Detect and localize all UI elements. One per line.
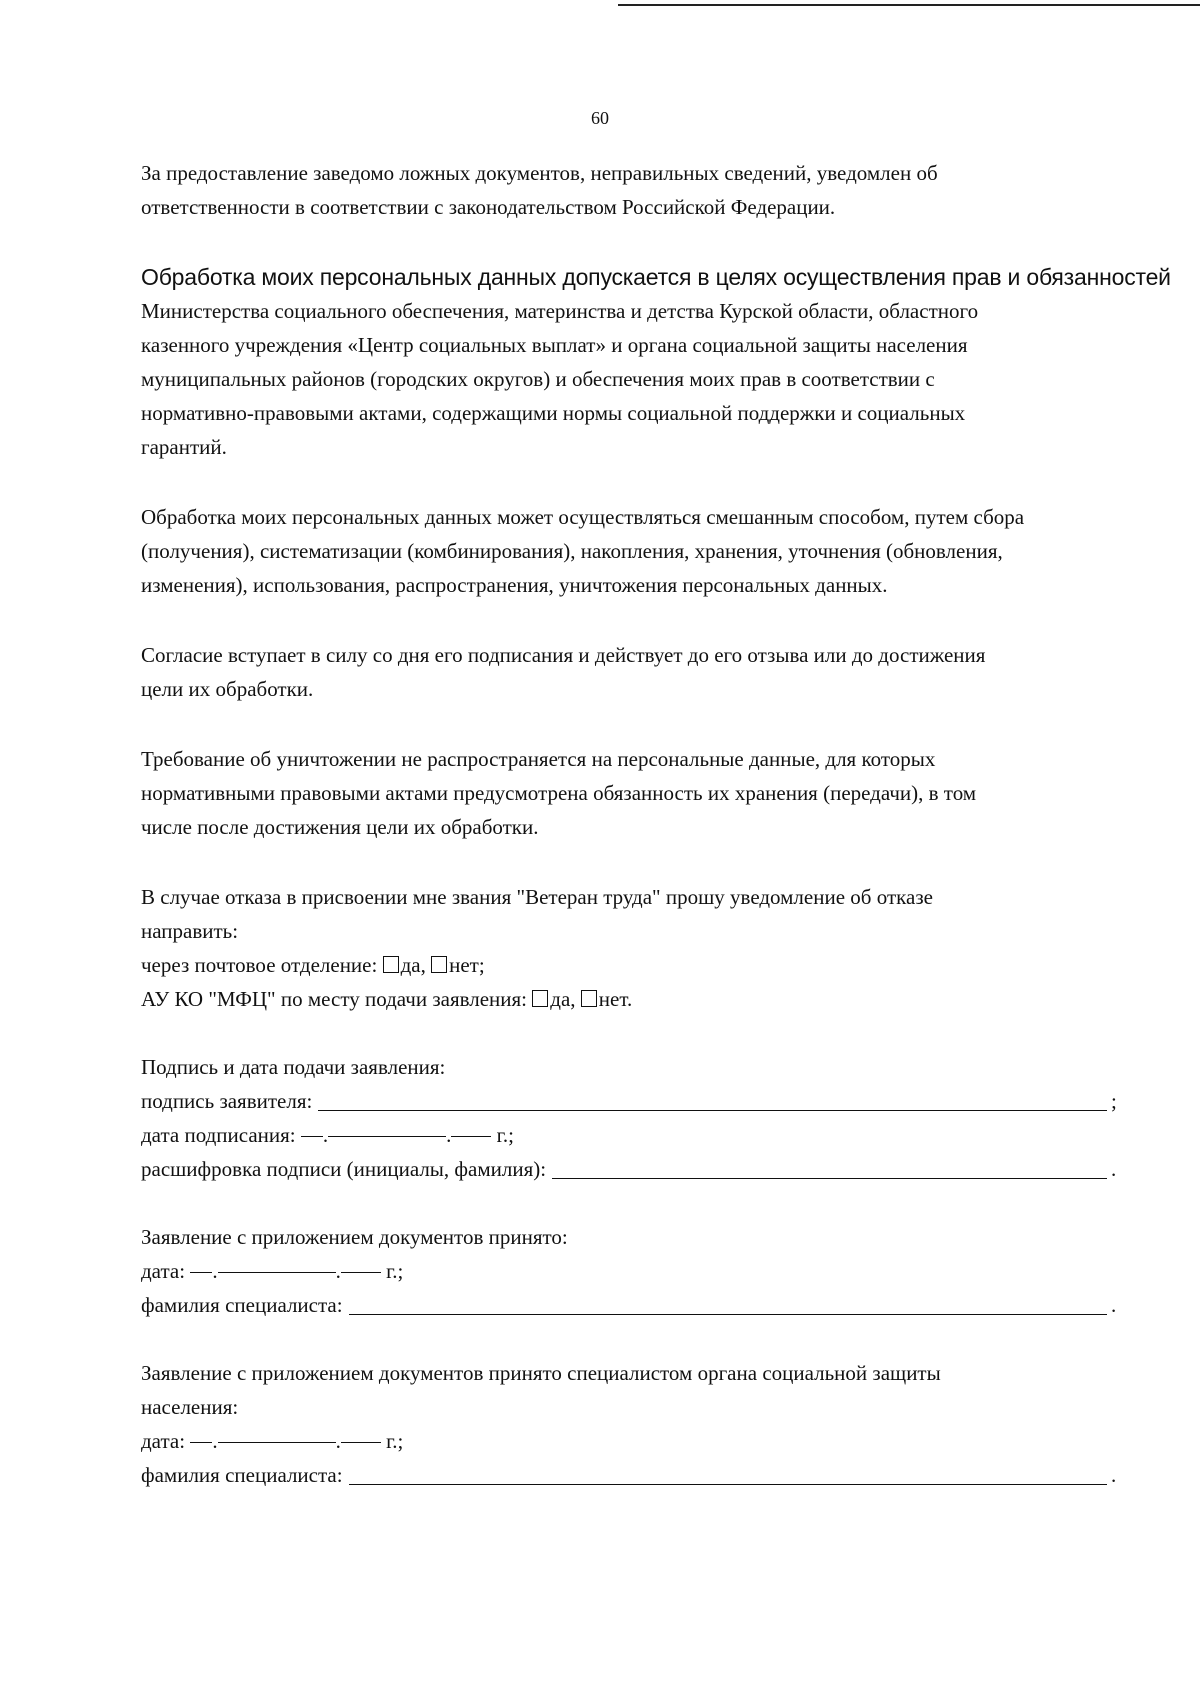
- text-line: (получения), систематизации (комбинирования), накопления, хранения, уточнения (обновления,: [141, 539, 1003, 563]
- section-heading: Заявление с приложением документов принято:: [141, 1225, 568, 1249]
- date-separator: .: [335, 1259, 341, 1283]
- social-specialist-field[interactable]: [349, 1484, 1107, 1485]
- document-body: [141, 156, 1171, 1526]
- mfc-yes-checkbox[interactable]: [532, 990, 548, 1007]
- accepted-date-label: дата:: [141, 1259, 191, 1283]
- post-office-option-row: [141, 948, 1121, 982]
- top-rule: [618, 4, 1200, 6]
- page-number: 60: [591, 108, 609, 128]
- social-specialist-row: [141, 1458, 1121, 1492]
- date-separator: .: [322, 1123, 329, 1147]
- applicant-signature-row: [141, 1084, 1121, 1118]
- signature-section: [141, 1050, 1121, 1186]
- section-heading: Заявление с приложением документов принято специалистом органа социальной защиты: [141, 1361, 941, 1385]
- section-heading: Подпись и дата подачи заявления:: [141, 1055, 446, 1079]
- applicant-signature-label: подпись заявителя:: [141, 1089, 313, 1113]
- destruction-requirement-paragraph: [141, 742, 1121, 844]
- row-end-mark: .: [1111, 1463, 1117, 1487]
- refusal-notification-section: [141, 880, 1121, 1016]
- processing-purpose-paragraph: [141, 260, 1171, 464]
- processing-method-paragraph: [141, 500, 1121, 602]
- row-end-mark: ;: [1111, 1089, 1117, 1113]
- mfc-no-label: нет.: [598, 987, 633, 1011]
- social-year-field[interactable]: [341, 1442, 381, 1443]
- accepted-social-section: [141, 1356, 1121, 1492]
- text-line: Обработка моих персональных данных допускается в целях осуществления прав и обязанностей: [141, 264, 1171, 290]
- text-line: муниципальных районов (городских округов) и обеспечения моих прав в соответствии с: [141, 367, 935, 391]
- accepted-specialist-row: [141, 1288, 1121, 1322]
- post-office-yes-label: да,: [400, 953, 432, 977]
- accepted-year-field[interactable]: [341, 1272, 381, 1273]
- mfc-label: АУ КО "МФЦ" по месту подачи заявления:: [141, 987, 533, 1011]
- text-line: казенного учреждения «Центр социальных выплат» и органа социальной защиты населения: [141, 333, 968, 357]
- post-office-no-checkbox[interactable]: [431, 956, 447, 973]
- social-date-label: дата:: [141, 1429, 191, 1453]
- text-line: гарантий.: [141, 435, 227, 459]
- text-line: Обработка моих персональных данных может осуществляться смешанным способом, путем сбора: [141, 505, 1025, 529]
- text-line: Согласие вступает в силу со дня его подписания и действует до его отзыва или до достижения: [141, 643, 986, 667]
- social-day-field[interactable]: [190, 1442, 212, 1443]
- accepted-day-field[interactable]: [190, 1272, 212, 1273]
- date-separator: .: [335, 1429, 341, 1453]
- signature-decode-field[interactable]: [552, 1178, 1107, 1179]
- date-separator: .: [212, 1259, 218, 1283]
- liability-paragraph: [141, 156, 1121, 224]
- signing-year-field[interactable]: [451, 1136, 491, 1137]
- row-end-mark: .: [1111, 1293, 1117, 1317]
- text-line: нормативно-правовыми актами, содержащими нормы социальной поддержки и социальных: [141, 401, 966, 425]
- text-line: изменения), использования, распространения, уничтожения персональных данных.: [141, 573, 888, 597]
- signature-decode-row: [141, 1152, 1121, 1186]
- row-end-mark: .: [1111, 1157, 1117, 1181]
- post-office-yes-checkbox[interactable]: [383, 956, 399, 973]
- social-specialist-label: фамилия специалиста:: [141, 1463, 343, 1487]
- signing-date-row: [141, 1118, 1121, 1152]
- text-line: Министерства социального обеспечения, материнства и детства Курской области, областного: [141, 299, 979, 323]
- signing-date-label: дата подписания:: [141, 1123, 301, 1147]
- text-line: цели их обработки.: [141, 677, 314, 701]
- date-separator: .: [446, 1123, 452, 1147]
- text-line: В случае отказа в присвоении мне звания "Ветеран труда" прошу уведомление об отказе: [141, 885, 933, 909]
- consent-validity-paragraph: [141, 638, 1121, 706]
- mfc-yes-label: да,: [550, 987, 581, 1011]
- accepted-section: [141, 1220, 1121, 1322]
- specialist-surname-field[interactable]: [349, 1314, 1107, 1315]
- text-line: числе после достижения цели их обработки.: [141, 815, 539, 839]
- year-suffix: г.;: [491, 1123, 514, 1147]
- text-line: ответственности в соответствии с законодательством Российской Федерации.: [141, 195, 836, 219]
- text-line: направить:: [141, 919, 239, 943]
- text-line: Требование об уничтожении не распространяется на персональные данные, для которых: [141, 747, 936, 771]
- accepted-date-row: [141, 1254, 1121, 1288]
- text-line: нормативными правовыми актами предусмотрена обязанность их хранения (передачи), в том: [141, 781, 977, 805]
- signing-month-field[interactable]: [328, 1136, 446, 1137]
- applicant-signature-field[interactable]: [318, 1110, 1107, 1111]
- section-heading: населения:: [141, 1395, 239, 1419]
- date-separator: .: [212, 1429, 218, 1453]
- signing-day-field[interactable]: [301, 1136, 323, 1137]
- social-date-row: [141, 1424, 1121, 1458]
- post-office-no-label: нет;: [449, 953, 485, 977]
- mfc-no-checkbox[interactable]: [581, 990, 597, 1007]
- specialist-surname-label: фамилия специалиста:: [141, 1293, 343, 1317]
- post-office-label: через почтовое отделение:: [141, 953, 383, 977]
- text-line: За предоставление заведомо ложных документов, неправильных сведений, уведомлен об: [141, 161, 938, 185]
- signature-decode-label: расшифровка подписи (инициалы, фамилия):: [141, 1157, 547, 1181]
- mfc-option-row: [141, 982, 1121, 1016]
- year-suffix: г.;: [380, 1259, 404, 1283]
- year-suffix: г.;: [380, 1429, 404, 1453]
- accepted-month-field[interactable]: [218, 1272, 336, 1273]
- social-month-field[interactable]: [218, 1442, 336, 1443]
